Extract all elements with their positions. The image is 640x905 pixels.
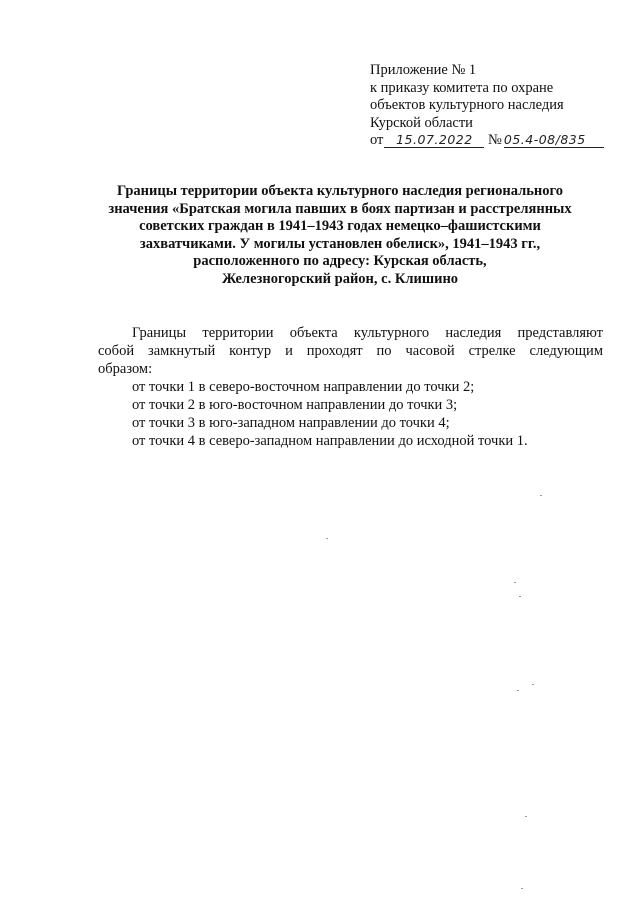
appendix-line: Курской области: [370, 114, 473, 131]
scan-speck: [525, 816, 527, 817]
scan-speck: [532, 684, 534, 685]
intro-line: Границы территории объекта культурного наследия представляют: [132, 325, 603, 341]
scan-speck: [540, 495, 542, 496]
document-title: [80, 183, 600, 288]
scan-speck: [326, 538, 328, 539]
title-line: Границы территории объекта культурного наследия регионального: [117, 183, 563, 199]
intro-paragraph: [98, 324, 603, 378]
title-line: расположенного по адресу: Курская область,: [193, 253, 487, 269]
route-list: [98, 378, 603, 450]
appendix-line: объектов культурного наследия: [370, 97, 564, 113]
scan-speck: [519, 596, 521, 597]
appendix-line: Приложение № 1: [370, 62, 477, 78]
handwritten-date: 15.07.2022: [384, 133, 484, 148]
order-reference-line: [370, 132, 620, 150]
title-line: захватчиками. У могилы установлен обелиск», 1941–1943 гг.,: [139, 235, 541, 252]
route-item: от точки 4 в северо-западном направлении до исходной точки 1.: [132, 433, 528, 449]
scan-speck: [514, 582, 516, 583]
title-line: Железногорский район, с. Клишино: [221, 270, 459, 287]
route-item: от точки 1 в северо-восточном направлении до точки 2;: [132, 379, 475, 395]
appendix-block: [370, 62, 620, 150]
handwritten-order-number: 05.4-08/835: [504, 133, 604, 148]
title-line: значения «Братская могила павших в боях партизан и расстрелянных: [108, 200, 572, 217]
route-item: от точки 2 в юго-восточном направлении до точки 3;: [132, 397, 458, 413]
route-item: от точки 3 в юго-западном направлении до точки 4;: [132, 415, 450, 431]
scan-speck: [517, 690, 519, 691]
title-line: советских граждан в 1941–1943 годах немецко–фашистскими: [139, 218, 541, 234]
intro-line: собой замкнутый контур и проходят по часовой стрелке следующим: [98, 343, 603, 359]
appendix-line: к приказу комитета по охране: [370, 79, 554, 96]
scan-speck: [521, 888, 523, 889]
document-body: [98, 324, 603, 450]
intro-line: образом:: [98, 361, 153, 377]
number-prefix: №: [488, 132, 502, 148]
date-prefix: от: [370, 132, 384, 148]
